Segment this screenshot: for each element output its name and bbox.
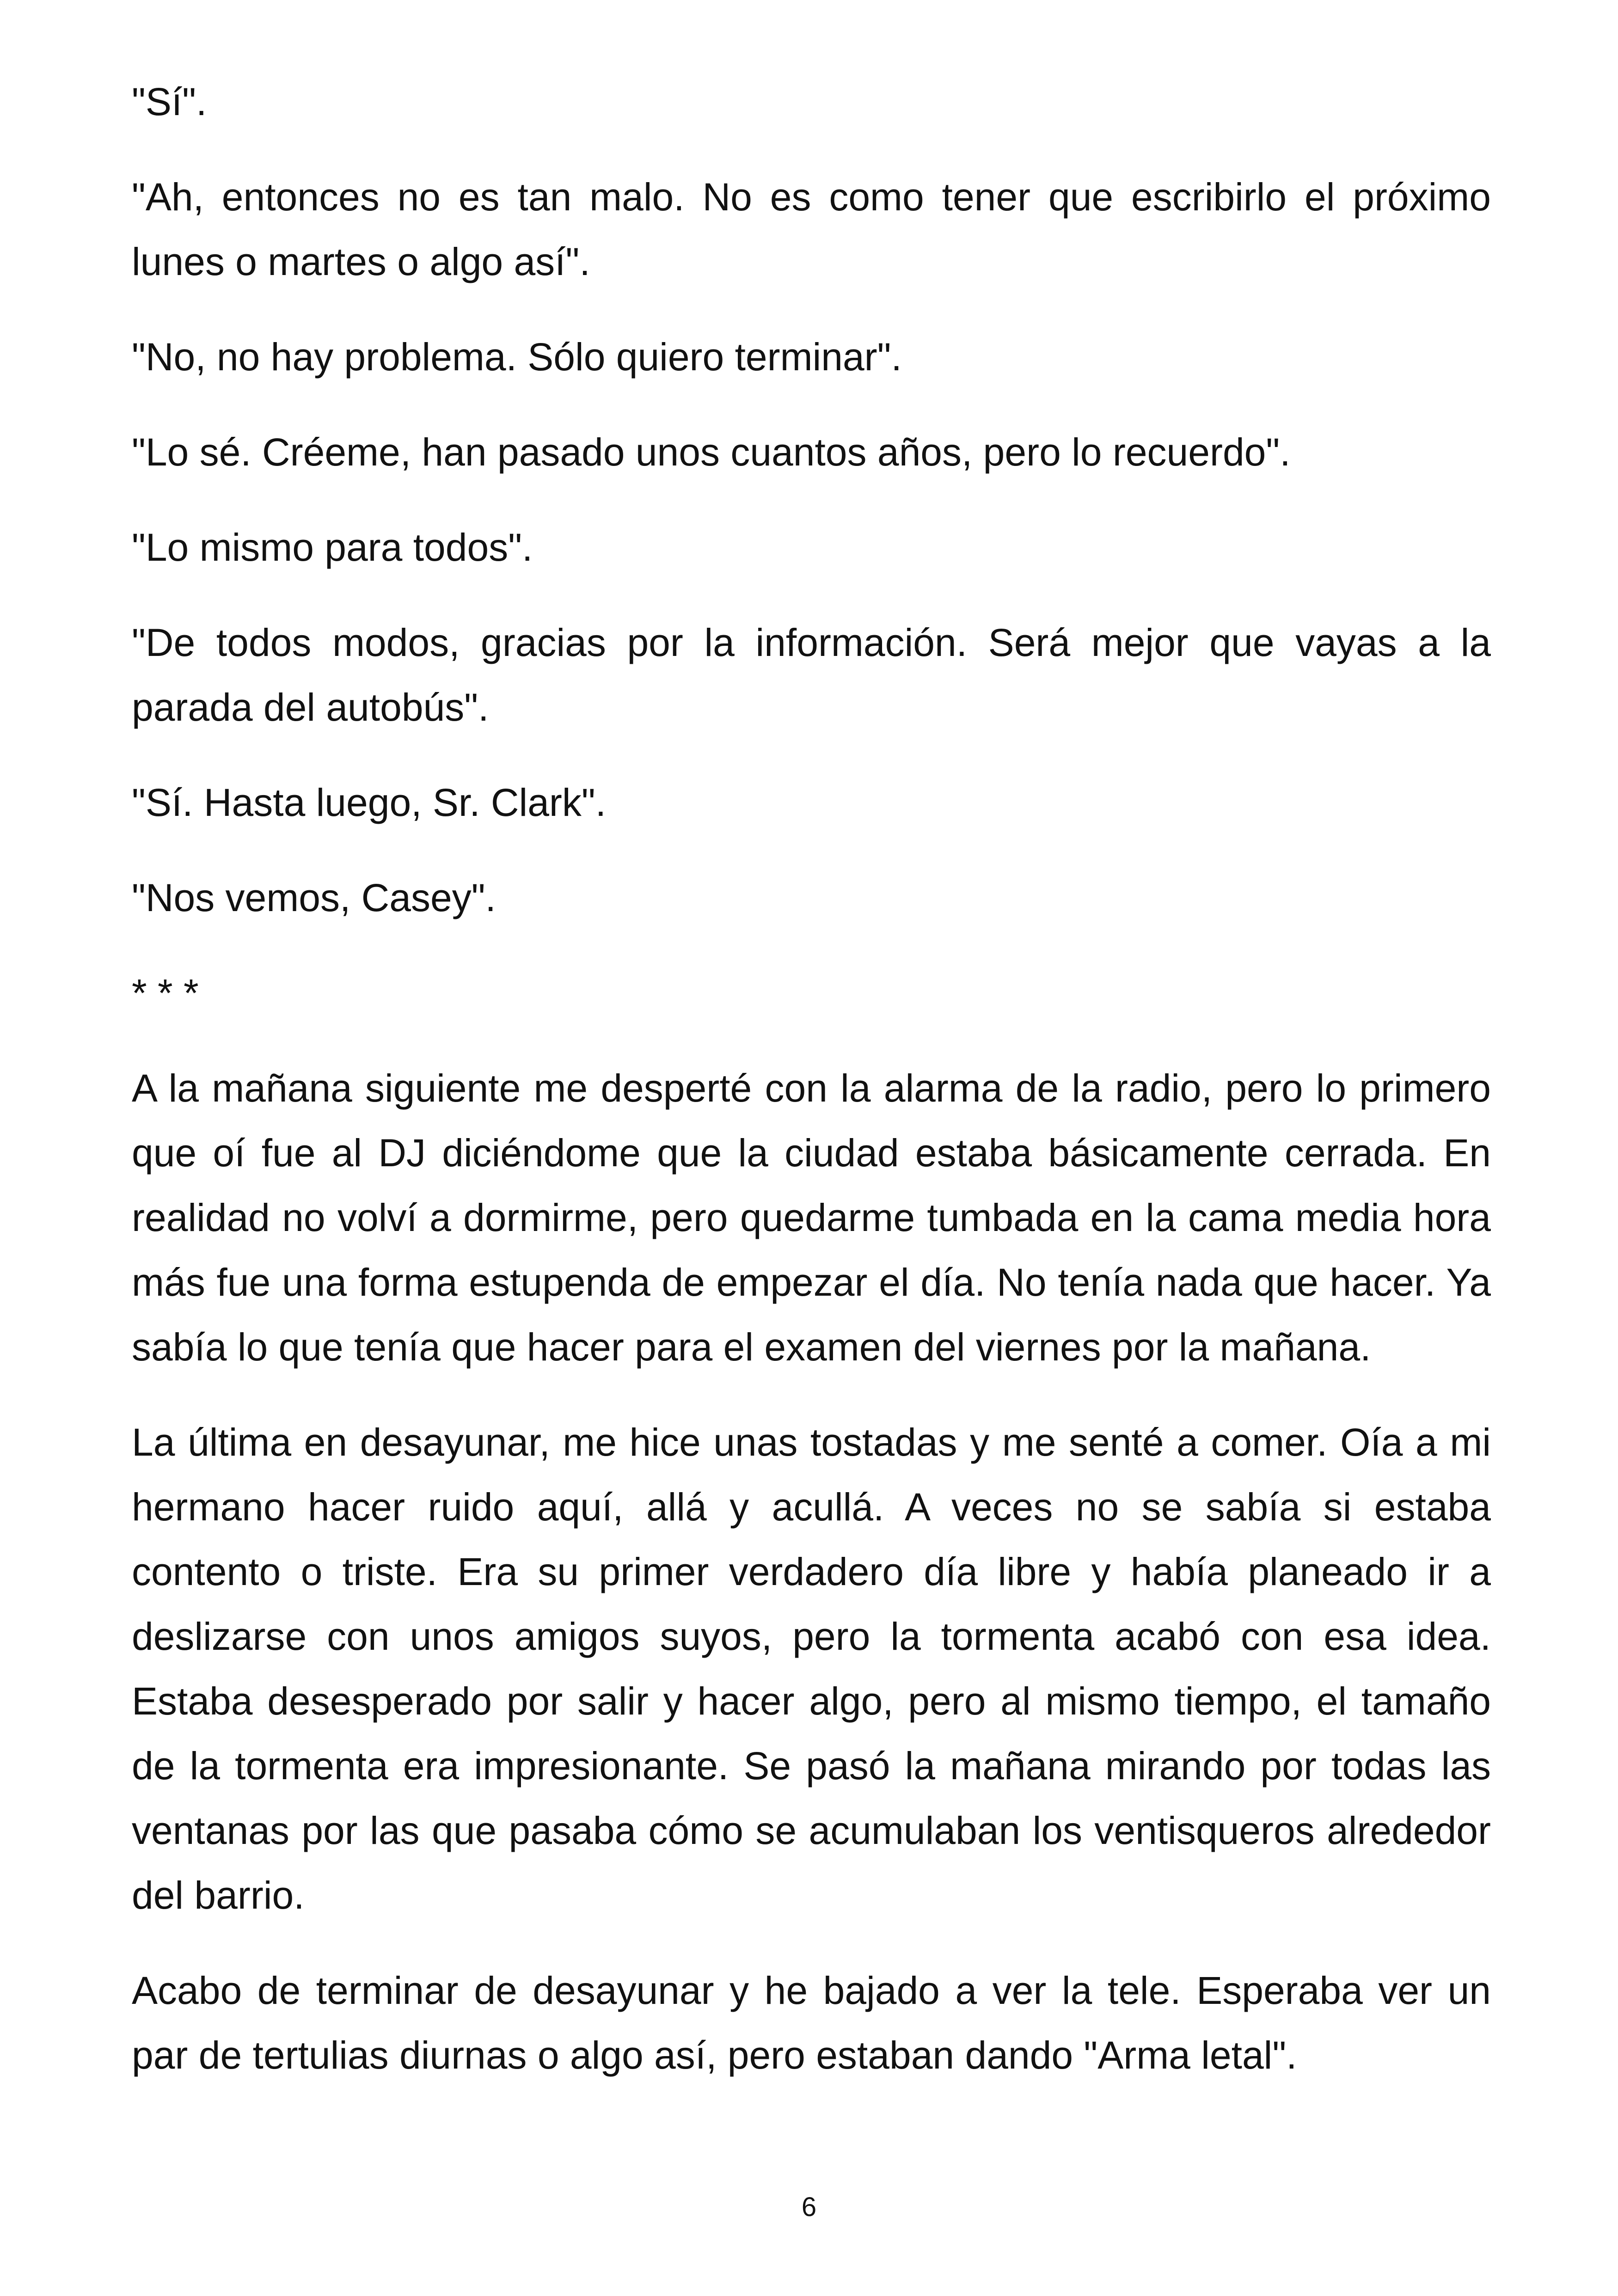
narrative-paragraph: La última en desayunar, me hice unas tostadas y me senté a comer. Oía a mi hermano hacer ruido aquí, allá y acullá. A veces no se sabía si estaba contento o triste. Era su primer verdadero día libre y había planeado ir a deslizarse con unos amigos suyos, pero la tormenta acabó con esa idea. Estaba desesperado por salir y hacer algo, pero al mismo tiempo, el tamaño de la tormenta era impresionante. Se pasó la mañana mirando por todas las ventanas por las que pasaba cómo se acumulaban los ventisqueros alrededor del barrio. [132,1420,1491,1917]
dialogue-line: "Lo sé. Créeme, han pasado unos cuantos años, pero lo recuerdo". [132,430,1291,474]
narrative-paragraph: Acabo de terminar de desayunar y he bajado a ver la tele. Esperaba ver un par de tertulias diurnas o algo así, pero estaban dando "Arma letal". [132,1969,1491,2077]
dialogue-line: "No, no hay problema. Sólo quiero terminar". [132,335,902,379]
dialogue-line: "Sí. Hasta luego, Sr. Clark". [132,781,607,824]
page-number: 6 [801,2192,817,2222]
dialogue-line: "Lo mismo para todos". [132,526,533,569]
narrative-paragraph: A la mañana siguiente me desperté con la alarma de la radio, pero lo primero que oí fue al DJ diciéndome que la ciudad estaba básicamente cerrada. En realidad no volví a dormirme, pero quedarme tumbada en la cama media hora más fue una forma estupenda de empezar el día. No tenía nada que hacer. Ya sabía lo que tenía que hacer para el examen del viernes por la mañana. [132,1066,1491,1369]
dialogue-line: "Sí". [132,80,207,123]
scene-break: * * * [132,971,199,1015]
dialogue-line: "Nos vemos, Casey". [132,876,496,919]
page-body [132,69,1491,2118]
dialogue-line: "De todos modos, gracias por la información. Será mejor que vayas a la parada del autobús". [132,621,1491,729]
dialogue-line: "Ah, entonces no es tan malo. No es como tener que escribirlo el próximo lunes o martes o algo así". [132,175,1491,283]
